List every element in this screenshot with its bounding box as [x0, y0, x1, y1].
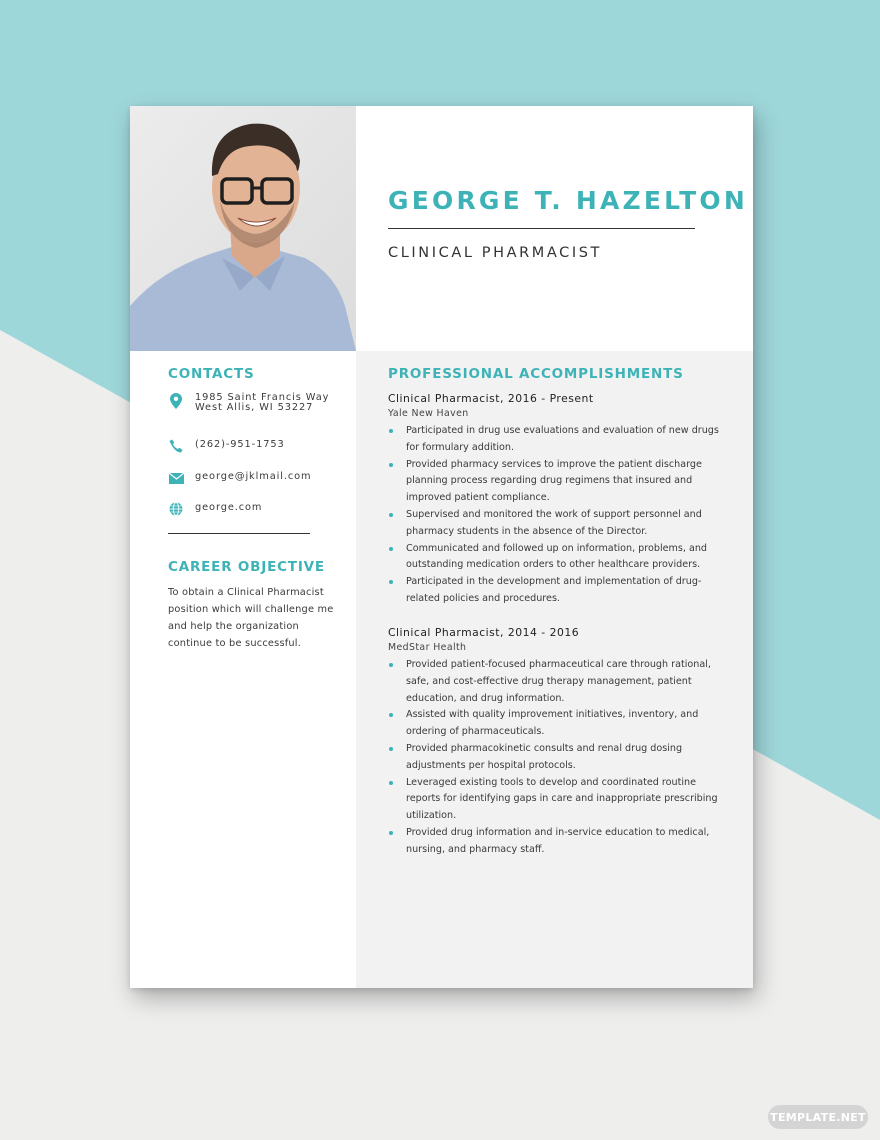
contact-email [168, 470, 311, 486]
profile-photo [130, 106, 356, 351]
career-objective-heading: CAREER OBJECTIVE [168, 559, 325, 575]
name-divider [388, 228, 695, 229]
header [356, 106, 753, 351]
watermark-badge: TEMPLATE.NET [768, 1105, 868, 1129]
phone-icon [168, 438, 184, 454]
contact-phone [168, 438, 285, 454]
job-role: Clinical Pharmacist, 2016 - Present [388, 392, 594, 405]
bullet-item: Provided pharmacokinetic consults and renal drug dosing adjustments per hospital protocols. [388, 741, 728, 775]
job-entry [388, 392, 728, 608]
right-column [356, 351, 753, 988]
job-bullets [388, 657, 728, 859]
candidate-name: GEORGE T. HAZELTON [388, 186, 748, 215]
job-bullets [388, 423, 728, 608]
bullet-item: Provided drug information and in-service education to medical, nursing, and pharmacy staff. [388, 825, 728, 859]
job-organization: Yale New Haven [388, 408, 469, 419]
phone-number: (262)-951-1753 [195, 439, 285, 450]
bullet-item: Participated in drug use evaluations and evaluation of new drugs for formulary addition. [388, 423, 728, 457]
contact-website [168, 501, 262, 517]
email-address: george@jklmail.com [195, 471, 312, 482]
job-role: Clinical Pharmacist, 2014 - 2016 [388, 626, 580, 639]
accomplishments-heading: PROFESSIONAL ACCOMPLISHMENTS [388, 366, 684, 382]
resume-page [130, 106, 753, 988]
candidate-title: CLINICAL PHARMACIST [388, 245, 603, 261]
envelope-icon [168, 470, 184, 486]
contacts-heading: CONTACTS [168, 366, 255, 382]
left-column [130, 351, 356, 988]
bullet-item: Participated in the development and implementation of drug-related policies and procedures. [388, 574, 728, 608]
globe-icon [168, 501, 184, 517]
job-entry [388, 626, 728, 859]
bullet-item: Assisted with quality improvement initiatives, inventory, and ordering of pharmaceuticals. [388, 707, 728, 741]
website-url: george.com [195, 502, 263, 513]
left-divider [168, 533, 310, 534]
bullet-item: Supervised and monitored the work of support personnel and pharmacy students in the absence of the Director. [388, 507, 728, 541]
location-pin-icon [168, 393, 184, 409]
bullet-item: Provided pharmacy services to improve the patient discharge planning process regarding drug regimens that insured and improved patient compliance. [388, 457, 728, 507]
career-objective-text: To obtain a Clinical Pharmacist position which will challenge me and help the organization continue to be successful. [168, 587, 334, 649]
bullet-item: Leveraged existing tools to develop and coordinated routine reports for identifying gaps in care and inappropriate prescribing utilization. [388, 775, 728, 825]
address-line-2: West Allis, WI 53227 [195, 401, 314, 413]
address-line-1: 1985 Saint Francis Way [195, 392, 330, 403]
contact-address [168, 393, 329, 412]
bullet-item: Provided patient-focused pharmaceutical care through rational, safe, and cost-effective drug therapy management, patient education, and drug information. [388, 657, 728, 707]
bullet-item: Communicated and followed up on information, problems, and outstanding medication orders to other healthcare providers. [388, 541, 728, 575]
job-organization: MedStar Health [388, 642, 467, 653]
